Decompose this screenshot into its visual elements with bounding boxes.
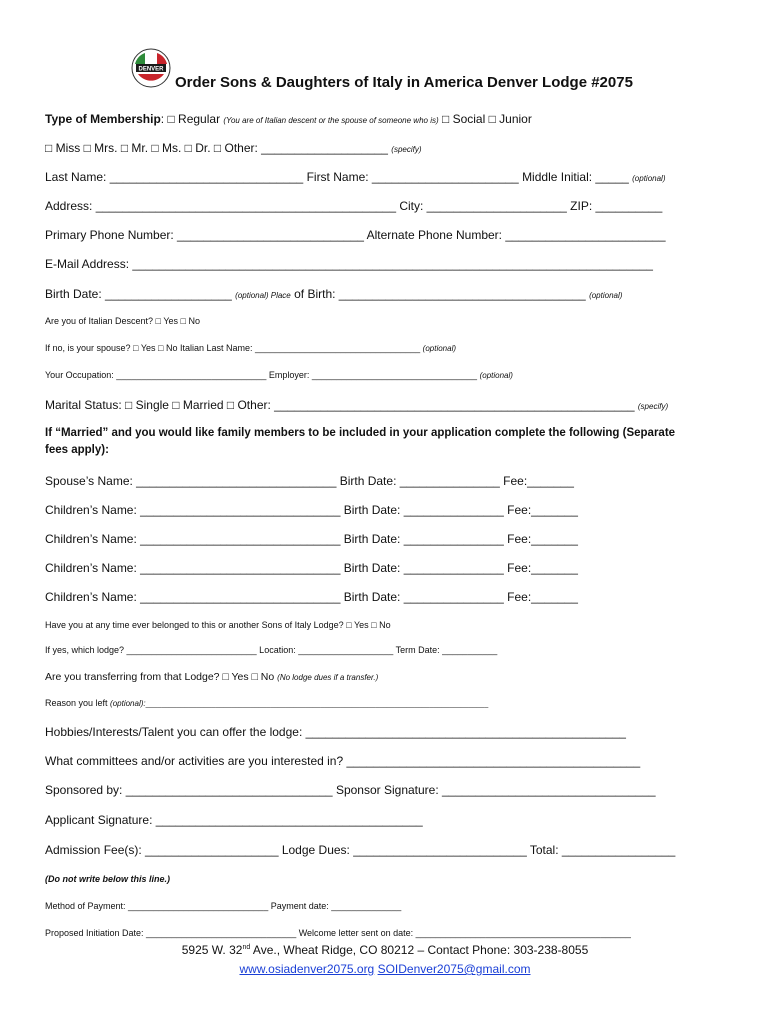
optional-note: (optional)	[632, 174, 666, 183]
name-fields[interactable]: Last Name: _____________________________ First Name: ______________________ Middle Initial: _____	[45, 170, 633, 184]
italian-descent-row[interactable]: Are you of Italian Descent? □ Yes □ No	[45, 316, 200, 326]
specify-note: (specify)	[637, 402, 669, 411]
transfer-row[interactable]	[45, 671, 378, 683]
reason-field[interactable]: ________________________________________________________________________________________	[145, 701, 489, 708]
title-row[interactable]	[45, 141, 422, 155]
reason-label: Reason you left	[45, 698, 111, 708]
transfer-note: (No lodge dues if a transfer.)	[277, 673, 379, 682]
membership-type-row[interactable]	[45, 112, 532, 126]
child-row[interactable]: Children’s Name: ______________________________ Birth Date: _______________ Fee:_______	[45, 590, 578, 604]
logo-text: DENVER	[138, 66, 164, 73]
email-link[interactable]: SOIDenver2075@gmail.com	[377, 962, 531, 976]
marital-row[interactable]	[45, 398, 668, 412]
initiation-row[interactable]: Proposed Initiation Date: ______________________________ Welcome letter sent on date: ___________________________________________	[45, 928, 631, 938]
hobbies-row[interactable]: Hobbies/Interests/Talent you can offer the lodge: ________________________________________________	[45, 725, 626, 739]
child-row[interactable]: Children’s Name: ______________________________ Birth Date: _______________ Fee:_______	[45, 561, 578, 575]
birth-row[interactable]	[45, 287, 622, 301]
title-options[interactable]: □ Miss □ Mrs. □ Mr. □ Ms. □ Dr. □ Other: ___________________	[45, 141, 392, 155]
optional-note: (optional):	[110, 699, 146, 708]
child-row[interactable]: Children’s Name: ______________________________ Birth Date: _______________ Fee:_______	[45, 503, 578, 517]
fees-row[interactable]: Admission Fee(s): ____________________ Lodge Dues: __________________________ Total: _________________	[45, 843, 676, 857]
optional-note: (optional)	[479, 371, 513, 380]
regular-option[interactable]: : □ Regular	[160, 112, 224, 126]
form-title: Order Sons & Daughters of Italy in America Denver Lodge #2075	[175, 74, 633, 91]
family-instructions-cont: fees apply):	[45, 444, 109, 456]
optional-note: (optional)	[422, 344, 457, 353]
footer-address: 5925 W. 32nd Ave., Wheat Ridge, CO 80212 – Contact Phone: 303-238-8055	[181, 943, 589, 957]
specify-note: (specify)	[391, 145, 422, 154]
applicant-signature-row[interactable]: Applicant Signature: ________________________________________	[45, 813, 423, 827]
name-row[interactable]	[45, 170, 666, 184]
reason-row[interactable]	[45, 698, 488, 708]
sponsor-row[interactable]: Sponsored by: _______________________________ Sponsor Signature: ________________________________	[45, 783, 656, 797]
membership-label: Type of Membership	[45, 112, 161, 126]
social-junior-options[interactable]: □ Social □ Junior	[438, 112, 532, 126]
marital-options[interactable]: Marital Status: □ Single □ Married □ Other: ______________________________________________________	[45, 398, 638, 412]
committees-row[interactable]: What committees and/or activities are you interested in? ____________________________________________	[45, 754, 641, 768]
regular-note: (You are of Italian descent or the spouse of someone who is)	[223, 116, 439, 125]
optional-note: (optional)	[589, 291, 623, 300]
family-instructions: If “Married” and you would like family members to be included in your application complete the following (Separate	[45, 427, 676, 439]
spouse-row[interactable]: Spouse’s Name: ______________________________ Birth Date: _______________ Fee:_______	[45, 474, 574, 488]
optional-place-note: (optional) Place	[235, 291, 291, 300]
address-row[interactable]: Address: _____________________________________________ City: _____________________ ZIP: __________	[45, 199, 663, 213]
office-use-note: (Do not write below this line.)	[45, 874, 170, 884]
child-row[interactable]: Children’s Name: ______________________________ Birth Date: _______________ Fee:_______	[45, 532, 578, 546]
occupation-row[interactable]	[45, 370, 513, 380]
payment-row[interactable]: Method of Payment: ____________________________ Payment date: ______________	[45, 901, 402, 911]
email-row[interactable]: E-Mail Address: ______________________________________________________________________________	[45, 257, 653, 271]
phone-row[interactable]: Primary Phone Number: ____________________________ Alternate Phone Number: ________________________	[45, 228, 666, 242]
spouse-descent-row[interactable]	[45, 343, 456, 353]
lodge-details-row[interactable]: If yes, which lodge? __________________________ Location: ___________________ Term Date: ___________	[45, 645, 498, 655]
prior-lodge-row[interactable]: Have you at any time ever belonged to this or another Sons of Italy Lodge? □ Yes □ No	[45, 620, 391, 630]
spouse-fields[interactable]: If no, is your spouse? □ Yes □ No Italian Last Name: _________________________________	[45, 343, 423, 353]
birth-date-field[interactable]: Birth Date: ___________________	[45, 287, 236, 301]
birth-place-field[interactable]: of Birth: _____________________________________	[290, 287, 590, 301]
occupation-fields[interactable]: Your Occupation: ______________________________ Employer: _________________________________	[45, 370, 480, 380]
lodge-logo	[131, 48, 171, 88]
transfer-options[interactable]: Are you transferring from that Lodge? □ Yes □ No	[45, 671, 278, 683]
footer-links	[0, 962, 770, 976]
website-link[interactable]: www.osiadenver2075.org	[239, 962, 375, 976]
